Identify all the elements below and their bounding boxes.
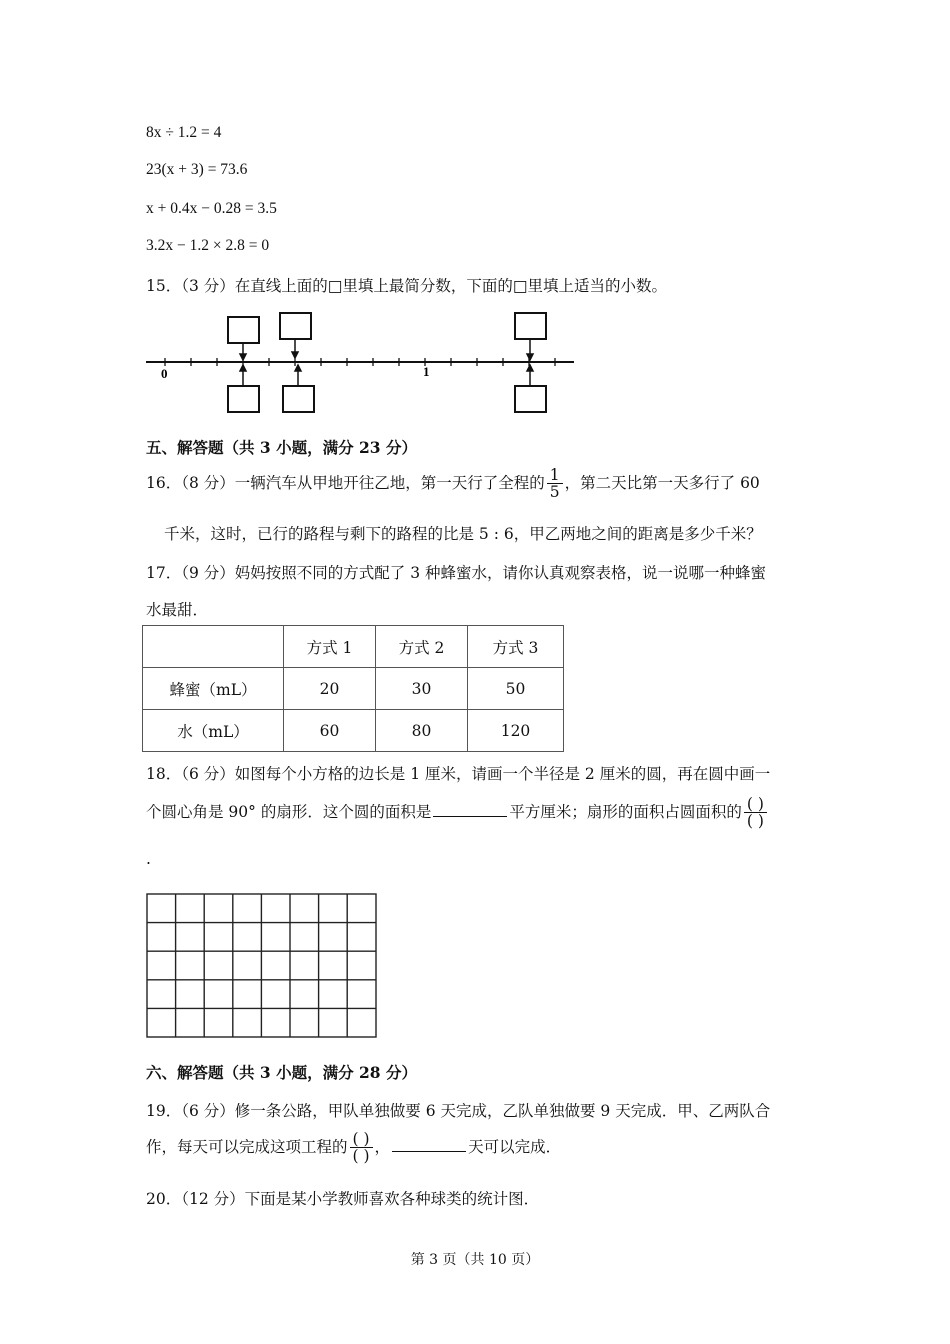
question-16-text-a: 16．（8 分）一辆汽车从甲地开往乙地，第一天行了全程的 xyxy=(146,473,545,492)
question-16-line-2: 千米，这时，已行的路程与剩下的路程的比是 5 : 6，甲乙两地之间的距离是多少千米？ xyxy=(164,525,762,543)
question-16-line-1 xyxy=(146,467,760,501)
table-cell: 蜂蜜（mL） xyxy=(143,668,284,710)
number-line-label-0: 0 xyxy=(161,366,168,381)
question-19-line-2 xyxy=(146,1131,561,1165)
question-17-line-1: 17．（9 分）妈妈按照不同的方式配了 3 种蜂蜜水，请你认真观察表格，说一说哪一种蜂蜜 xyxy=(146,564,766,582)
table-header-cell: 方式 3 xyxy=(468,626,564,668)
equation-1: 8x ÷ 1.2 = 4 xyxy=(146,124,222,141)
equation-4: 3.2x − 1.2 × 2.8 = 0 xyxy=(146,237,270,254)
page-footer: 第 3 页（共 10 页） xyxy=(410,1252,540,1268)
question-19-text-c: 天可以完成． xyxy=(468,1137,562,1156)
grid-figure xyxy=(146,893,378,1039)
number-line-label-1: 1 xyxy=(423,364,430,379)
table-header-cell: 方式 1 xyxy=(284,626,376,668)
table-cell: 120 xyxy=(468,710,564,752)
fraction-one-fifth xyxy=(547,467,563,501)
section-6-title: 六、解答题（共 3 小题，满分 28 分） xyxy=(146,1063,417,1082)
question-18-line-1: 18．（6 分）如图每个小方格的边长是 1 厘米，请画一个半径是 2 厘米的圆，再在圆中画一 xyxy=(146,765,771,783)
question-20-text: 20．（12 分）下面是某小学教师喜欢各种球类的统计图． xyxy=(146,1190,540,1208)
fraction-blank[interactable] xyxy=(350,1131,373,1165)
table-cell: 80 xyxy=(376,710,468,752)
question-18-text-b: 平方厘米；扇形的面积占圆面积的 xyxy=(509,802,742,821)
table-header-cell: 方式 2 xyxy=(376,626,468,668)
fraction-blank-denominator: ( ) xyxy=(746,812,764,831)
section-5-title: 五、解答题（共 3 小题，满分 23 分） xyxy=(146,438,417,457)
table-row xyxy=(143,710,564,752)
fraction-denominator: 5 xyxy=(549,483,560,502)
lower-box-2 xyxy=(283,386,314,412)
table-cell: 30 xyxy=(376,668,468,710)
fraction-blank-numerator: ( ) xyxy=(744,796,767,813)
fraction-blank[interactable] xyxy=(744,796,767,830)
question-19-text-a: 作，每天可以完成这项工程的 xyxy=(146,1137,348,1156)
fraction-blank-denominator: ( ) xyxy=(352,1147,370,1166)
up-arrows xyxy=(240,365,533,386)
question-19-text-b: ， xyxy=(374,1137,391,1156)
lower-box-3 xyxy=(515,386,546,412)
answer-blank-area[interactable] xyxy=(433,802,507,817)
answer-blank-days[interactable] xyxy=(392,1137,466,1152)
table-cell: 水（mL） xyxy=(143,710,284,752)
question-18-line-2 xyxy=(146,796,769,830)
upper-box-1 xyxy=(228,317,259,343)
down-arrows xyxy=(240,339,533,360)
equation-3: x + 0.4x − 0.28 = 3.5 xyxy=(146,200,277,217)
question-18-period: . xyxy=(146,850,151,868)
question-16-text-b: ，第二天比第一天多行了 60 xyxy=(564,473,760,492)
fraction-blank-numerator: ( ) xyxy=(350,1131,373,1148)
upper-box-2 xyxy=(280,313,311,339)
number-line-figure xyxy=(140,308,580,416)
question-17-line-2: 水最甜． xyxy=(146,601,209,619)
table-row xyxy=(143,668,564,710)
question-15-text: 15．（3 分）在直线上面的□里填上最简分数，下面的□里填上适当的小数。 xyxy=(146,277,668,295)
lower-box-1 xyxy=(228,386,259,412)
upper-box-3 xyxy=(515,313,546,339)
question-18-text-a: 个圆心角是 90° 的扇形．这个圆的面积是 xyxy=(146,802,432,821)
fraction-numerator: 1 xyxy=(547,467,563,484)
table-cell: 20 xyxy=(284,668,376,710)
honey-water-table xyxy=(142,625,564,752)
table-header-cell xyxy=(143,626,284,668)
table-header-row xyxy=(143,626,564,668)
question-19-line-1: 19．（6 分）修一条公路，甲队单独做要 6 天完成，乙队单独做要 9 天完成．甲、乙两队合 xyxy=(146,1102,771,1120)
equation-2: 23(x + 3) = 73.6 xyxy=(146,161,248,178)
table-cell: 60 xyxy=(284,710,376,752)
table-cell: 50 xyxy=(468,668,564,710)
